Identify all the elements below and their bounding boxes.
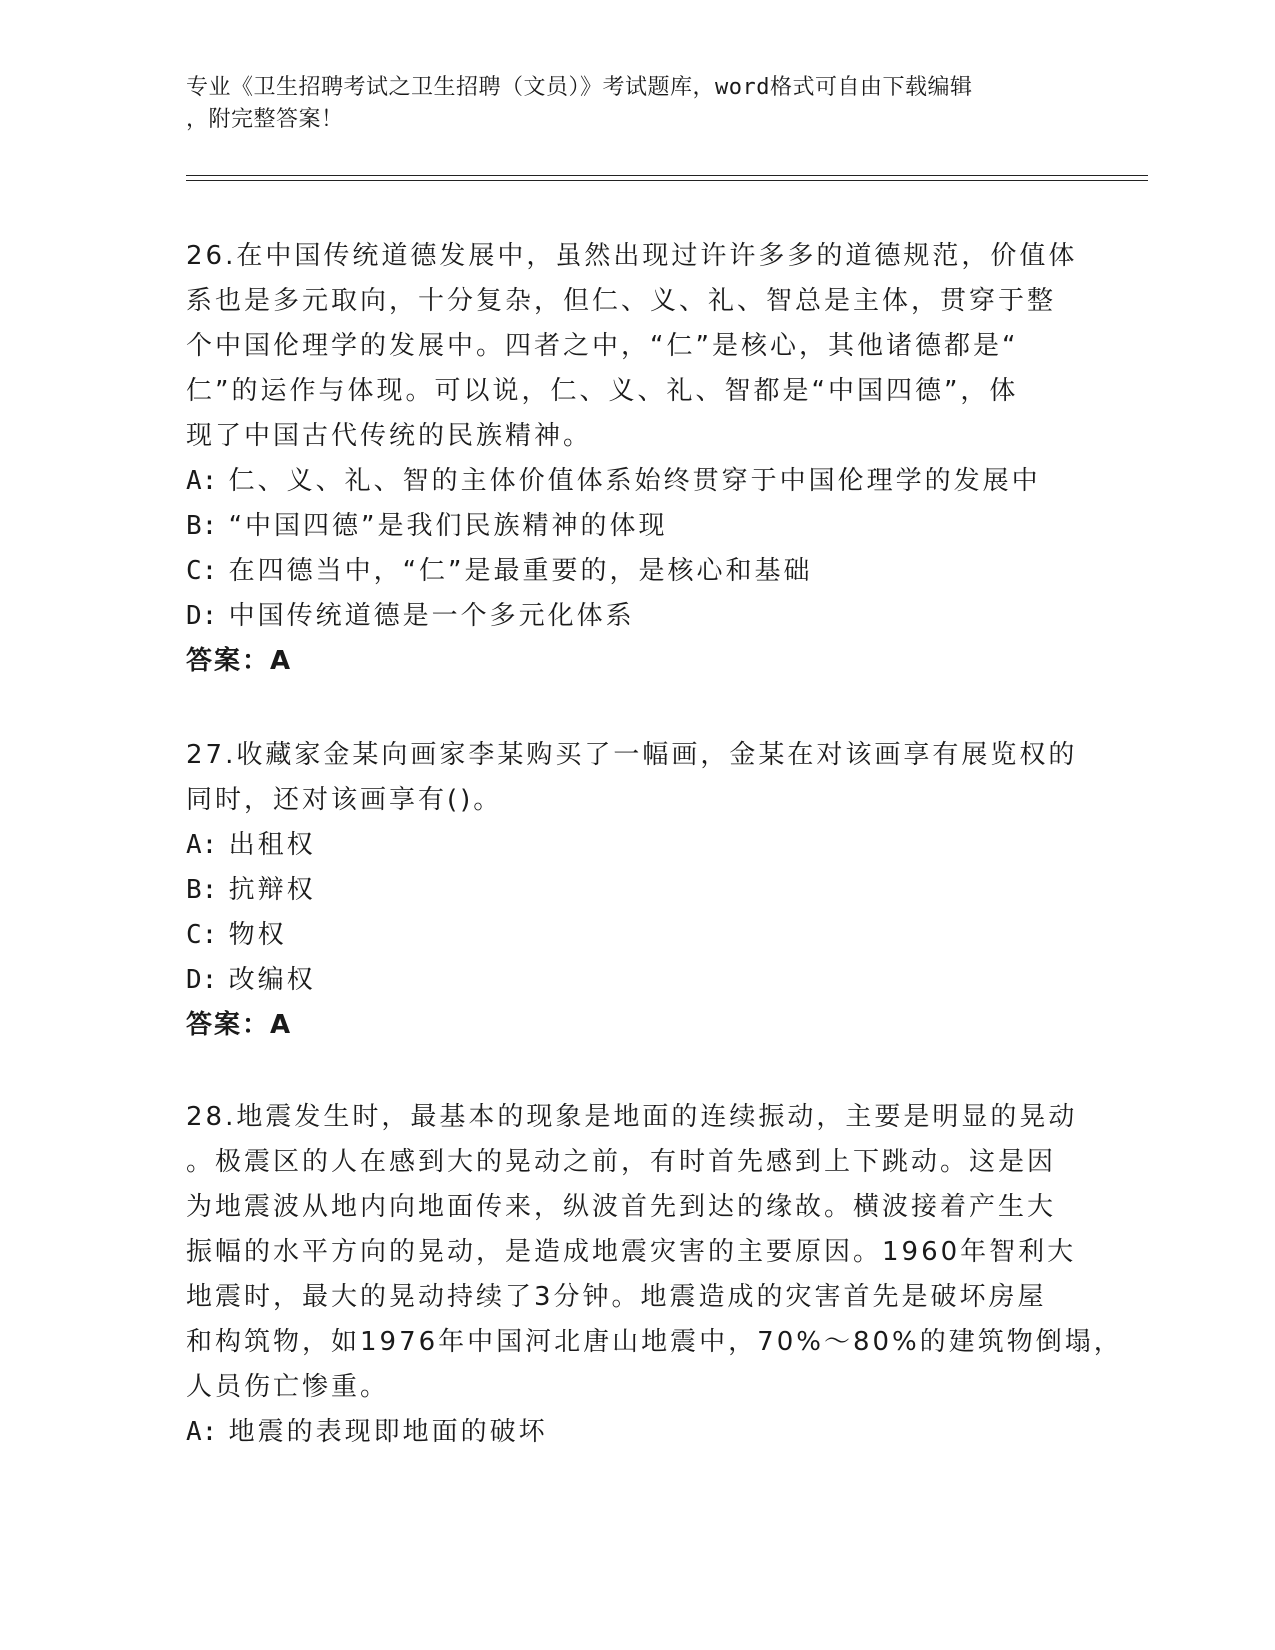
option-text: 物权 xyxy=(228,920,287,950)
option-text: 仁、义、礼、智的主体价值体系始终贯穿于中国伦理学的发展中 xyxy=(228,466,1041,496)
question-line: 地震时，最大的晃动持续了3分钟。地震造成的灾害首先是破坏房屋 xyxy=(186,1282,1047,1312)
option-text: 改编权 xyxy=(228,965,316,995)
answer: 答案：A xyxy=(186,646,293,676)
question-27 xyxy=(186,733,1086,1048)
document-header xyxy=(186,72,1066,136)
question-line: 现了中国古代传统的民族精神。 xyxy=(186,421,593,451)
question-line: 为地震波从地内向地面传来，纵波首先到达的缘故。横波接着产生大 xyxy=(186,1192,1057,1222)
option-text: 中国传统道德是一个多元化体系 xyxy=(228,601,635,631)
question-line: 个中国伦理学的发展中。四者之中，“仁”是核心，其他诸德都是“ xyxy=(186,331,1019,361)
question-text xyxy=(186,1095,1123,1410)
option-b xyxy=(186,504,1086,549)
header-line-1: 专业《卫生招聘考试之卫生招聘（文员）》考试题库，word格式可自由下载编辑 xyxy=(186,75,973,100)
option-key: A: xyxy=(186,1417,218,1447)
question-line: 和构筑物，如1976年中国河北唐山地震中，70%～80%的建筑物倒塌， xyxy=(186,1327,1123,1357)
option-key: C: xyxy=(186,920,218,950)
question-28 xyxy=(186,1095,1123,1455)
question-line: 27.收藏家金某向画家李某购买了一幅画，金某在对该画享有展览权的 xyxy=(186,740,1078,770)
option-key: D: xyxy=(186,601,218,631)
option-text: 地震的表现即地面的破坏 xyxy=(228,1417,548,1447)
header-divider-top xyxy=(186,175,1148,176)
answer: 答案：A xyxy=(186,1010,293,1040)
option-text: 出租权 xyxy=(228,830,316,860)
question-text xyxy=(186,234,1086,459)
question-line: 仁”的运作与体现。可以说，仁、义、礼、智都是“中国四德”，体 xyxy=(186,376,1019,406)
option-key: D: xyxy=(186,965,218,995)
option-key: A: xyxy=(186,466,218,496)
option-c xyxy=(186,913,1086,958)
option-key: B: xyxy=(186,875,218,905)
option-b xyxy=(186,868,1086,913)
question-text xyxy=(186,733,1086,823)
question-line: 振幅的水平方向的晃动，是造成地震灾害的主要原因。1960年智利大 xyxy=(186,1237,1077,1267)
option-text: 抗辩权 xyxy=(228,875,316,905)
option-d xyxy=(186,594,1086,639)
option-a xyxy=(186,1410,1086,1455)
option-key: C: xyxy=(186,556,218,586)
option-c xyxy=(186,549,1086,594)
question-line: 26.在中国传统道德发展中，虽然出现过许许多多的道德规范，价值体 xyxy=(186,241,1078,271)
option-text: “中国四德”是我们民族精神的体现 xyxy=(228,511,668,541)
question-line: 28.地震发生时，最基本的现象是地面的连续振动，主要是明显的晃动 xyxy=(186,1102,1078,1132)
question-line: 。极震区的人在感到大的晃动之前，有时首先感到上下跳动。这是因 xyxy=(186,1147,1057,1177)
option-a xyxy=(186,823,1086,868)
option-a xyxy=(186,459,1086,504)
option-key: A: xyxy=(186,830,218,860)
option-text: 在四德当中，“仁”是最重要的，是核心和基础 xyxy=(228,556,813,586)
question-26 xyxy=(186,234,1086,684)
option-key: B: xyxy=(186,511,218,541)
header-line-2: ，附完整答案！ xyxy=(186,107,344,132)
option-d xyxy=(186,958,1086,1003)
question-line: 系也是多元取向，十分复杂，但仁、义、礼、智总是主体，贯穿于整 xyxy=(186,286,1057,316)
question-line: 人员伤亡惨重。 xyxy=(186,1372,390,1402)
question-line: 同时，还对该画享有()。 xyxy=(186,785,503,815)
header-divider-bottom xyxy=(186,180,1148,181)
